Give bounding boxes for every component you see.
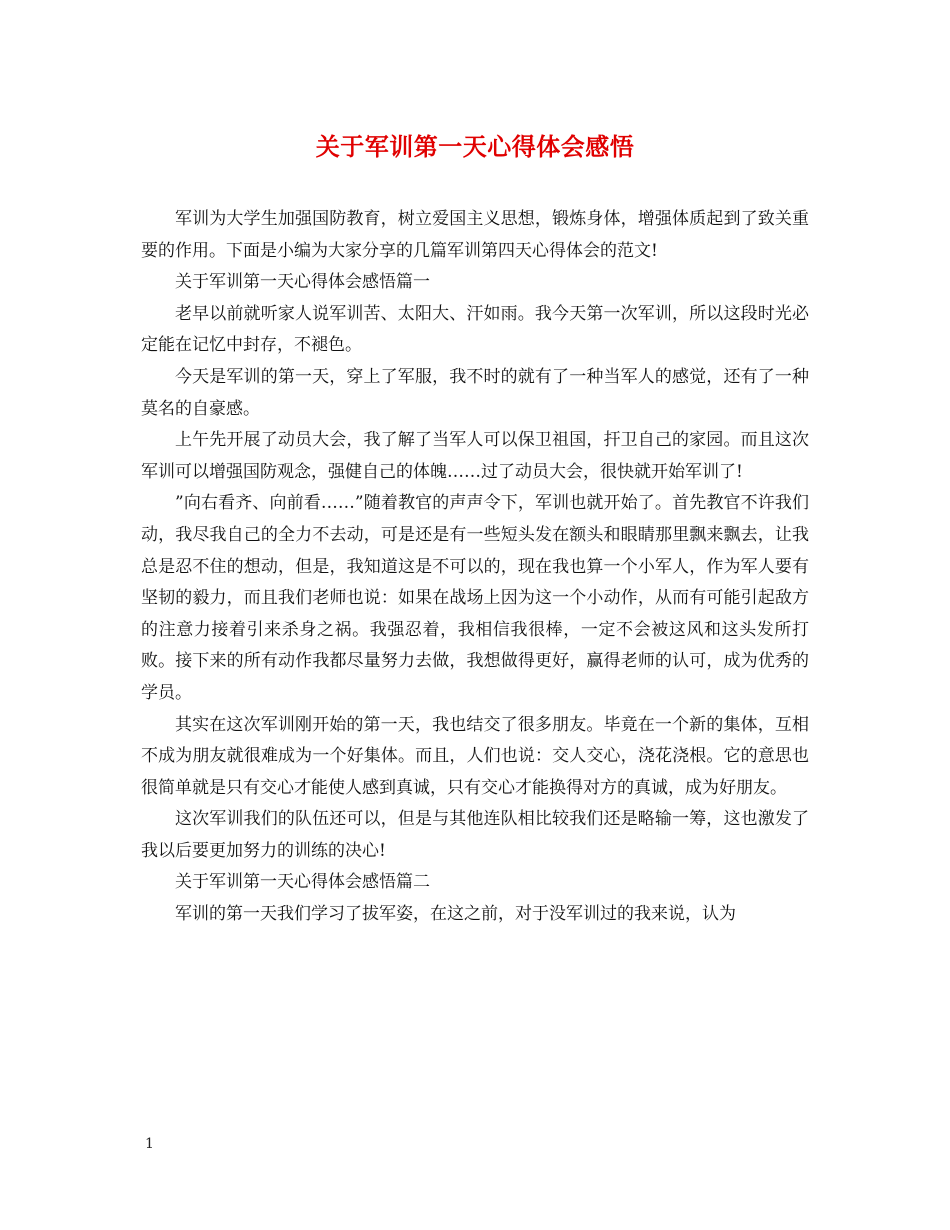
paragraph: 这次军训我们的队伍还可以，但是与其他连队相比较我们还是略输一筹，这也激发了我以后要更加努力的训练的决心! — [141, 809, 809, 861]
page-number: 1 — [145, 1136, 154, 1152]
paragraph: 老早以前就听家人说军训苦、太阳大、汗如雨。我今天第一次军训，所以这段时光必定能在记忆中封存，不褪色。 — [141, 303, 809, 356]
section-heading-2: 关于军训第一天心得体会感悟篇二 — [175, 872, 430, 893]
section-heading-1: 关于军训第一天心得体会感悟篇一 — [175, 272, 430, 293]
paragraph: 军训的第一天我们学习了拔军姿，在这之前，对于没军训过的我来说，认为 — [175, 904, 736, 925]
paragraph: ”向右看齐、向前看……”随着教官的声声令下，军训也就开始了。首先教官不许我们动，我尽我自己的全力不去动，可是还是有一些短头发在额头和眼睛那里飘来飘去，让我总是忍不住的想动，但是，我知道这是不可以的，现在我也算一个小军人，作为军人要有坚韧的毅力，而且我们老师也说：如果在战场上因为这一个小动作，从而有可能引起敌方的注意力接着引来杀身之祸。我强忍着，我相信我很棒，一定不会被这风和这头发所打败。接下来的所有动作我都尽量努力去做，我想做得更好，赢得老师的认可，成为优秀的学员。 — [141, 493, 809, 703]
paragraph: 上午先开展了动员大会，我了解了当军人可以保卫祖国，扞卫自己的家园。而且这次军训可以增强国防观念，强健自己的体魄……过了动员大会，很快就开始军训了! — [141, 430, 809, 482]
document-body — [141, 204, 809, 931]
paragraph: 其实在这次军训刚开始的第一天，我也结交了很多朋友。毕竟在一个新的集体，互相不成为朋友就很难成为一个好集体。而且，人们也说：交人交心，浇花浇根。它的意思也很简单就是只有交心才能使人感到真诚，只有交心才能换得对方的真诚，成为好朋友。 — [141, 714, 809, 798]
paragraph-intro: 军训为大学生加强国防教育，树立爱国主义思想，锻炼身体，增强体质起到了致关重要的作用。下面是小编为大家分享的几篇军训第四天心得体会的范文! — [141, 209, 809, 261]
page-title: 关于军训第一天心得体会感悟 — [315, 132, 635, 161]
paragraph: 今天是军训的第一天，穿上了军服，我不时的就有了一种当军人的感觉，还有了一种莫名的自豪感。 — [141, 366, 809, 419]
